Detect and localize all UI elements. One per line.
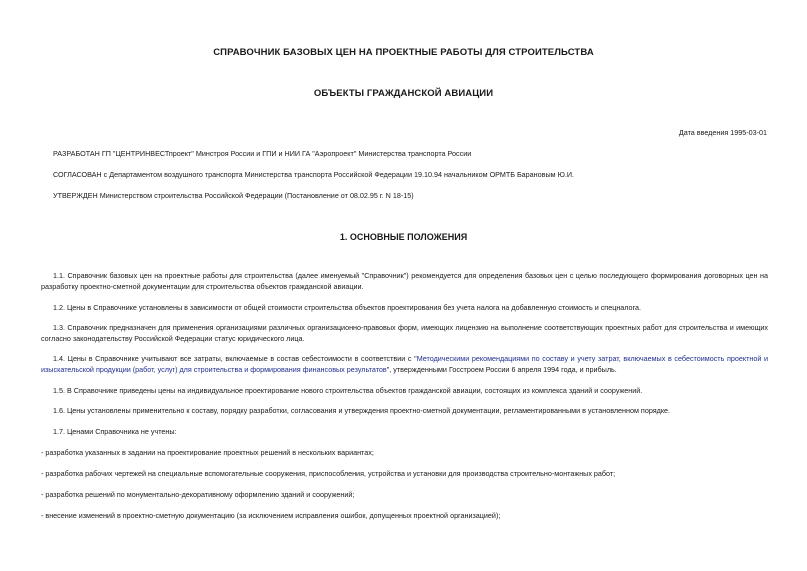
section-heading: 1. ОСНОВНЫЕ ПОЛОЖЕНИЯ	[339, 232, 468, 242]
agreed-by: СОГЛАСОВАН с Департаментом воздушного транспорта Министерства транспорта Российской Федерации 19.10.94 начальником ОРМТБ Барановым Ю.И.	[53, 170, 574, 179]
paragraph-1-6: 1.6. Цены установлены применительно к составу, порядку разработки, согласования и утверждения проектно-сметной документации, регламентированными в установленном порядке.	[53, 406, 671, 415]
list-item: - внесение изменений в проектно-сметную документацию (за исключением исправления ошибок, допущенных проектной организацией);	[41, 511, 501, 520]
paragraph-1-2: 1.2. Цены в Справочнике установлены в зависимости от общей стоимости строительства объектов проектирования без учета налога на добавленную стоимость и спецналога.	[53, 303, 642, 312]
approved-by: УТВЕРЖДЕН Министерством строительства Российской Федерации (Постановление от 08.02.95 г. N 18-15)	[53, 191, 414, 200]
paragraph-1-4-text: 1.4. Цены в Справочнике учитывают все затраты, включаемые в состав себестоимости в соответствии с "	[53, 354, 417, 363]
paragraph-1-5: 1.5. В Справочнике приведены цены на индивидуальное проектирование нового строительства объектов гражданской авиации, состоящих из комплекса зданий и сооружений.	[53, 386, 643, 395]
document-subtitle: ОБЪЕКТЫ ГРАЖДАНСКОЙ АВИАЦИИ	[313, 88, 494, 99]
list-item: - разработка рабочих чертежей на специальные вспомогательные сооружения, приспособления, устройства и установки для производства строительно-монтажных работ;	[41, 469, 616, 478]
introduction-date: Дата введения 1995-03-01	[678, 128, 767, 137]
list-item: - разработка решений по монументально-декоративному оформлению зданий и сооружений;	[41, 490, 355, 499]
paragraph-1-7: 1.7. Ценами Справочника не учтены:	[53, 427, 177, 436]
paragraph-1-1: 1.1. Справочник базовых цен на проектные работы для строительства (далее именуемый "Справочник") рекомендуется для определения базовых цен с целью последующего формирования договорных цен на разработку проектно-сметной документации для строительства объектов гражданской авиации.	[41, 271, 768, 291]
list-item: - разработка указанных в задании на проектирование проектных решений в нескольких вариантах;	[41, 448, 374, 457]
paragraph-1-4-tail: ", утвержденными Госстроем России 6 апреля 1994 года, и прибыль.	[386, 365, 617, 374]
methodological-recommendations-link[interactable]: Методическими рекомендациями по составу и учету затрат, включаемых в себестоимость проектной и изыскательской продукции (работ, услуг) для строительства и формирования финансовых результатов	[41, 354, 768, 374]
developed-by: РАЗРАБОТАН ГП "ЦЕНТРИНВЕСТпроект" Минстроя России и ГПИ и НИИ ГА "Аэропроект" Министерства транспорта России	[53, 149, 472, 158]
paragraph-1-3: 1.3. Справочник предназначен для применения организациями различных организационно-правовых форм, имеющих лицензию на выполнение соответствующих проектных работ для строительства и имеющих согласно законодательству Российской Федерации статус юридического лица.	[41, 323, 768, 343]
document-title: СПРАВОЧНИК БАЗОВЫХ ЦЕН НА ПРОЕКТНЫЕ РАБОТЫ ДЛЯ СТРОИТЕЛЬСТВА	[213, 47, 594, 58]
paragraph-1-4	[41, 353, 768, 375]
